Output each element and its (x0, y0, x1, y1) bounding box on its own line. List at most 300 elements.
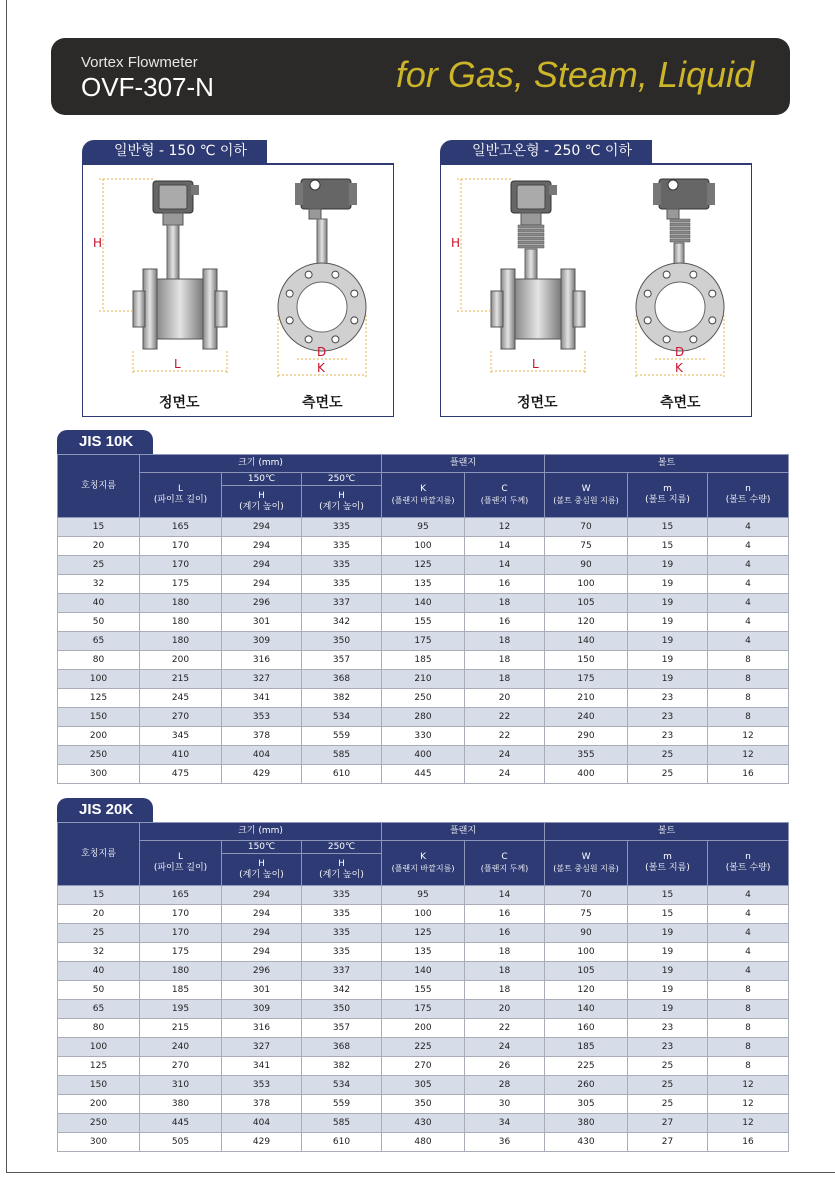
header-C-desc: (플랜지 두께) (480, 863, 529, 873)
table-cell: 18 (465, 632, 545, 651)
header-K-label: K (420, 483, 426, 494)
table-cell: 294 (222, 905, 302, 924)
table-cell: 95 (382, 518, 465, 537)
table-cell: 155 (382, 613, 465, 632)
table-cell: 25 (628, 1095, 708, 1114)
table-cell: 294 (222, 518, 302, 537)
header-L-desc: (파이프 길이) (153, 495, 208, 505)
table-cell: 15 (628, 905, 708, 924)
table-row (58, 1095, 789, 1114)
header-150: 150℃ (222, 473, 302, 486)
table-cell: 8 (708, 1019, 789, 1038)
table-cell: 382 (302, 1057, 382, 1076)
table-cell: 16 (708, 1133, 789, 1152)
table-row (58, 1114, 789, 1133)
table-cell: 280 (382, 708, 465, 727)
table-cell: 335 (302, 886, 382, 905)
table-cell: 175 (545, 670, 628, 689)
table-cell: 260 (545, 1076, 628, 1095)
model-name: OVF-307-N (81, 72, 214, 102)
page-border-left (6, 0, 7, 1172)
table-row (58, 689, 789, 708)
header-m (628, 841, 708, 886)
header-size: 크기 (mm) (140, 823, 382, 841)
table-cell: 75 (545, 537, 628, 556)
table-cell: 70 (545, 886, 628, 905)
table-cell: 30 (465, 1095, 545, 1114)
header-W-label: W (581, 483, 591, 494)
table-cell: 12 (465, 518, 545, 537)
table-cell: 380 (140, 1095, 222, 1114)
header-bolt: 볼트 (545, 823, 789, 841)
table-row (58, 746, 789, 765)
table-cell: 25 (628, 746, 708, 765)
table-cell: 25 (58, 556, 140, 575)
table-cell: 16 (465, 905, 545, 924)
header-W-desc: (볼트 중심원 지름) (553, 495, 619, 505)
table-cell: 4 (708, 613, 789, 632)
table-cell: 294 (222, 943, 302, 962)
jis10k-tab: JIS 10K (57, 430, 153, 454)
table-cell: 19 (628, 962, 708, 981)
table-cell: 215 (140, 1019, 222, 1038)
dim-H-label: H (93, 236, 103, 250)
page-border-bottom (6, 1172, 835, 1173)
table-row (58, 556, 789, 575)
table-row (58, 962, 789, 981)
table-cell: 150 (58, 708, 140, 727)
table-cell: 40 (58, 962, 140, 981)
table-cell: 120 (545, 981, 628, 1000)
table-row (58, 1057, 789, 1076)
table-row (58, 765, 789, 784)
header-H-desc: (계기 높이) (319, 869, 364, 880)
table-row (58, 905, 789, 924)
table-cell: 4 (708, 575, 789, 594)
header-L-desc: (파이프 길이) (153, 863, 208, 873)
jis20k-table (57, 822, 789, 1152)
table-cell: 100 (382, 537, 465, 556)
table-cell: 15 (58, 518, 140, 537)
table-cell: 200 (58, 1095, 140, 1114)
table-cell: 180 (140, 632, 222, 651)
dim-D-label: D (675, 345, 685, 359)
header-m (628, 473, 708, 518)
header-C (465, 473, 545, 518)
table-cell: 125 (58, 1057, 140, 1076)
table-cell: 175 (382, 632, 465, 651)
table-cell: 180 (140, 594, 222, 613)
table-cell: 50 (58, 613, 140, 632)
header-H-label: H (338, 858, 345, 869)
header-W-label: W (581, 851, 591, 862)
table-cell: 350 (382, 1095, 465, 1114)
header-H-desc: (계기 높이) (239, 501, 284, 512)
header-m-desc: (볼트 지름) (645, 863, 690, 873)
table-cell: 16 (465, 575, 545, 594)
header-K-desc: (플랜지 바깥지름) (391, 495, 455, 505)
table-cell: 300 (58, 1133, 140, 1152)
table-row (58, 1038, 789, 1057)
table-cell: 32 (58, 943, 140, 962)
header-H-label: H (258, 490, 265, 501)
table-cell: 327 (222, 1038, 302, 1057)
jis10k-table (57, 454, 789, 784)
table-cell: 430 (382, 1114, 465, 1133)
table-cell: 32 (58, 575, 140, 594)
table-cell: 357 (302, 1019, 382, 1038)
table-cell: 195 (140, 1000, 222, 1019)
table-cell: 16 (465, 613, 545, 632)
table-cell: 225 (545, 1057, 628, 1076)
header-C-desc: (플랜지 두께) (480, 495, 529, 505)
table-cell: 24 (465, 1038, 545, 1057)
table-cell: 125 (58, 689, 140, 708)
dim-K-label: K (675, 361, 683, 375)
header-K-label: K (420, 851, 426, 862)
table-cell: 65 (58, 1000, 140, 1019)
header-C-label: C (501, 483, 508, 494)
header-nominal: 호칭지름 (58, 823, 140, 886)
table-cell: 18 (465, 943, 545, 962)
header-H-desc: (계기 높이) (319, 501, 364, 512)
table-cell: 4 (708, 962, 789, 981)
header-bolt: 볼트 (545, 455, 789, 473)
table-cell: 185 (545, 1038, 628, 1057)
table-cell: 378 (222, 1095, 302, 1114)
table-row (58, 613, 789, 632)
table-cell: 19 (628, 632, 708, 651)
table-cell: 225 (382, 1038, 465, 1057)
jis20k-tab: JIS 20K (57, 798, 153, 822)
table-row (58, 886, 789, 905)
table-cell: 18 (465, 981, 545, 1000)
table-cell: 19 (628, 981, 708, 1000)
table-cell: 185 (382, 651, 465, 670)
table-cell: 4 (708, 943, 789, 962)
flowmeter-drawing (441, 165, 751, 416)
table-cell: 429 (222, 1133, 302, 1152)
side-view (278, 179, 366, 411)
table-cell: 270 (140, 708, 222, 727)
table-cell: 12 (708, 1076, 789, 1095)
table-cell: 335 (302, 575, 382, 594)
table-cell: 480 (382, 1133, 465, 1152)
table-cell: 12 (708, 1114, 789, 1133)
table-row (58, 670, 789, 689)
table-cell: 335 (302, 924, 382, 943)
table-cell: 353 (222, 708, 302, 727)
table-cell: 250 (58, 1114, 140, 1133)
table-cell: 335 (302, 556, 382, 575)
table-cell: 200 (140, 651, 222, 670)
header-m-label: m (663, 484, 672, 494)
table-cell: 240 (140, 1038, 222, 1057)
header-nominal: 호칭지름 (58, 455, 140, 518)
table-cell: 27 (628, 1114, 708, 1133)
table-cell: 24 (465, 746, 545, 765)
table-cell: 175 (140, 575, 222, 594)
table-cell: 65 (58, 632, 140, 651)
header-C-label: C (501, 851, 508, 862)
header-m-desc: (볼트 지름) (645, 495, 690, 505)
table-cell: 19 (628, 943, 708, 962)
table-cell: 12 (708, 1095, 789, 1114)
table-cell: 200 (382, 1019, 465, 1038)
table-cell: 40 (58, 594, 140, 613)
table-cell: 90 (545, 924, 628, 943)
table-cell: 12 (708, 746, 789, 765)
header-L-label: L (177, 484, 183, 494)
table-cell: 215 (140, 670, 222, 689)
table-cell: 70 (545, 518, 628, 537)
front-view-label: 정면도 (517, 395, 558, 411)
table-cell: 100 (545, 575, 628, 594)
header-L (140, 841, 222, 886)
table-cell: 18 (465, 670, 545, 689)
table-cell: 105 (545, 594, 628, 613)
table-cell: 155 (382, 981, 465, 1000)
table-cell: 430 (545, 1133, 628, 1152)
header-L (140, 473, 222, 518)
table-cell: 250 (58, 746, 140, 765)
table-cell: 140 (382, 962, 465, 981)
table-cell: 429 (222, 765, 302, 784)
header-250: 250℃ (302, 473, 382, 486)
table-cell: 400 (545, 765, 628, 784)
table-cell: 19 (628, 651, 708, 670)
table-cell: 8 (708, 1057, 789, 1076)
table-cell: 165 (140, 518, 222, 537)
header-flange: 플랜지 (382, 455, 545, 473)
tagline: for Gas, Steam, Liquid (395, 54, 754, 95)
table-cell: 404 (222, 746, 302, 765)
header-W-desc: (볼트 중심원 지름) (553, 863, 619, 873)
title-banner (51, 38, 790, 115)
table-cell: 296 (222, 594, 302, 613)
table-cell: 19 (628, 575, 708, 594)
table-cell: 350 (302, 1000, 382, 1019)
header-250: 250℃ (302, 841, 382, 854)
table-cell: 18 (465, 594, 545, 613)
header-H-150 (222, 486, 302, 518)
table-cell: 335 (302, 518, 382, 537)
dim-L-label: L (174, 357, 181, 371)
table-cell: 80 (58, 651, 140, 670)
table-cell: 335 (302, 905, 382, 924)
table-cell: 23 (628, 1019, 708, 1038)
table-cell: 24 (465, 765, 545, 784)
header-H-label: H (258, 858, 265, 869)
table-cell: 341 (222, 689, 302, 708)
table-cell: 105 (545, 962, 628, 981)
table-cell: 380 (545, 1114, 628, 1133)
table-cell: 559 (302, 1095, 382, 1114)
dim-L-label: L (532, 357, 539, 371)
header-K (382, 473, 465, 518)
table-cell: 25 (628, 1057, 708, 1076)
table-cell: 23 (628, 689, 708, 708)
header-size: 크기 (mm) (140, 455, 382, 473)
table-cell: 25 (58, 924, 140, 943)
table-cell: 140 (545, 632, 628, 651)
table-cell: 4 (708, 632, 789, 651)
table-cell: 559 (302, 727, 382, 746)
header-L-label: L (177, 852, 183, 862)
table-cell: 534 (302, 1076, 382, 1095)
table-cell: 341 (222, 1057, 302, 1076)
table-cell: 100 (58, 1038, 140, 1057)
table-row (58, 924, 789, 943)
table-cell: 294 (222, 575, 302, 594)
table-cell: 15 (628, 537, 708, 556)
table-row (58, 708, 789, 727)
table-cell: 8 (708, 1038, 789, 1057)
table-cell: 294 (222, 924, 302, 943)
table-cell: 34 (465, 1114, 545, 1133)
table-cell: 18 (465, 962, 545, 981)
table-cell: 4 (708, 905, 789, 924)
table-cell: 23 (628, 1038, 708, 1057)
table-cell: 300 (58, 765, 140, 784)
table-cell: 25 (628, 1076, 708, 1095)
diagram-title: 일반고온형 - 250 ℃ 이하 (440, 140, 652, 163)
table-cell: 135 (382, 943, 465, 962)
dim-H-label: H (451, 236, 461, 250)
table-row (58, 575, 789, 594)
table-cell: 350 (302, 632, 382, 651)
header-C (465, 841, 545, 886)
front-view (451, 179, 585, 411)
header-flange: 플랜지 (382, 823, 545, 841)
table-cell: 240 (545, 708, 628, 727)
table-cell: 170 (140, 924, 222, 943)
table-cell: 4 (708, 886, 789, 905)
table-cell: 355 (545, 746, 628, 765)
table-cell: 19 (628, 924, 708, 943)
table-cell: 445 (382, 765, 465, 784)
header-n-desc: (볼트 수량) (725, 495, 771, 505)
side-view-label: 측면도 (660, 395, 701, 411)
table-cell: 382 (302, 689, 382, 708)
diagram-title: 일반형 - 150 ℃ 이하 (82, 140, 267, 163)
table-cell: 400 (382, 746, 465, 765)
table-cell: 345 (140, 727, 222, 746)
table-cell: 140 (545, 1000, 628, 1019)
table-cell: 175 (382, 1000, 465, 1019)
table-cell: 310 (140, 1076, 222, 1095)
flowmeter-drawing (83, 165, 393, 416)
table-cell: 290 (545, 727, 628, 746)
table-cell: 135 (382, 575, 465, 594)
table-cell: 14 (465, 537, 545, 556)
diagram-box (440, 164, 752, 417)
table-cell: 294 (222, 537, 302, 556)
table-row (58, 727, 789, 746)
header-H-label: H (338, 490, 345, 501)
side-view-label: 측면도 (302, 395, 343, 411)
table-cell: 610 (302, 1133, 382, 1152)
table-cell: 250 (382, 689, 465, 708)
table-row (58, 1000, 789, 1019)
dim-K-label: K (317, 361, 325, 375)
table-row (58, 1076, 789, 1095)
table-cell: 378 (222, 727, 302, 746)
table-cell: 19 (628, 613, 708, 632)
header-n-label: n (745, 484, 751, 494)
table-row (58, 943, 789, 962)
table-cell: 140 (382, 594, 465, 613)
header-W (545, 841, 628, 886)
table-cell: 160 (545, 1019, 628, 1038)
table-cell: 20 (58, 905, 140, 924)
table-cell: 165 (140, 886, 222, 905)
front-view (93, 179, 227, 411)
table-cell: 90 (545, 556, 628, 575)
table-cell: 335 (302, 943, 382, 962)
table-cell: 8 (708, 651, 789, 670)
table-cell: 8 (708, 1000, 789, 1019)
table-cell: 180 (140, 962, 222, 981)
table-cell: 36 (465, 1133, 545, 1152)
table-cell: 185 (140, 981, 222, 1000)
table-cell: 8 (708, 708, 789, 727)
table-cell: 210 (545, 689, 628, 708)
table-cell: 404 (222, 1114, 302, 1133)
table-cell: 296 (222, 962, 302, 981)
table-cell: 270 (140, 1057, 222, 1076)
table-cell: 585 (302, 746, 382, 765)
table-cell: 4 (708, 518, 789, 537)
table-cell: 75 (545, 905, 628, 924)
table-row (58, 981, 789, 1000)
table-row (58, 1019, 789, 1038)
table-cell: 270 (382, 1057, 465, 1076)
table-cell: 28 (465, 1076, 545, 1095)
header-n-desc: (볼트 수량) (725, 863, 771, 873)
table-cell: 19 (628, 670, 708, 689)
table-cell: 16 (465, 924, 545, 943)
table-cell: 15 (628, 518, 708, 537)
table-cell: 294 (222, 556, 302, 575)
diagram-tabbar (82, 140, 394, 166)
table-cell: 368 (302, 1038, 382, 1057)
table-cell: 150 (58, 1076, 140, 1095)
table-cell: 8 (708, 670, 789, 689)
table-cell: 12 (708, 727, 789, 746)
table-cell: 19 (628, 556, 708, 575)
table-cell: 23 (628, 727, 708, 746)
table-row (58, 632, 789, 651)
table-cell: 301 (222, 981, 302, 1000)
table-cell: 245 (140, 689, 222, 708)
table-cell: 353 (222, 1076, 302, 1095)
table-cell: 18 (465, 651, 545, 670)
table-cell: 170 (140, 556, 222, 575)
diagram-panel-2 (440, 140, 752, 417)
header-K (382, 841, 465, 886)
table-row (58, 518, 789, 537)
table-cell: 22 (465, 1019, 545, 1038)
table-cell: 14 (465, 556, 545, 575)
table-cell: 100 (545, 943, 628, 962)
table-cell: 357 (302, 651, 382, 670)
table-cell: 342 (302, 613, 382, 632)
table-row (58, 594, 789, 613)
header-W (545, 473, 628, 518)
table-cell: 4 (708, 594, 789, 613)
table-cell: 15 (628, 886, 708, 905)
